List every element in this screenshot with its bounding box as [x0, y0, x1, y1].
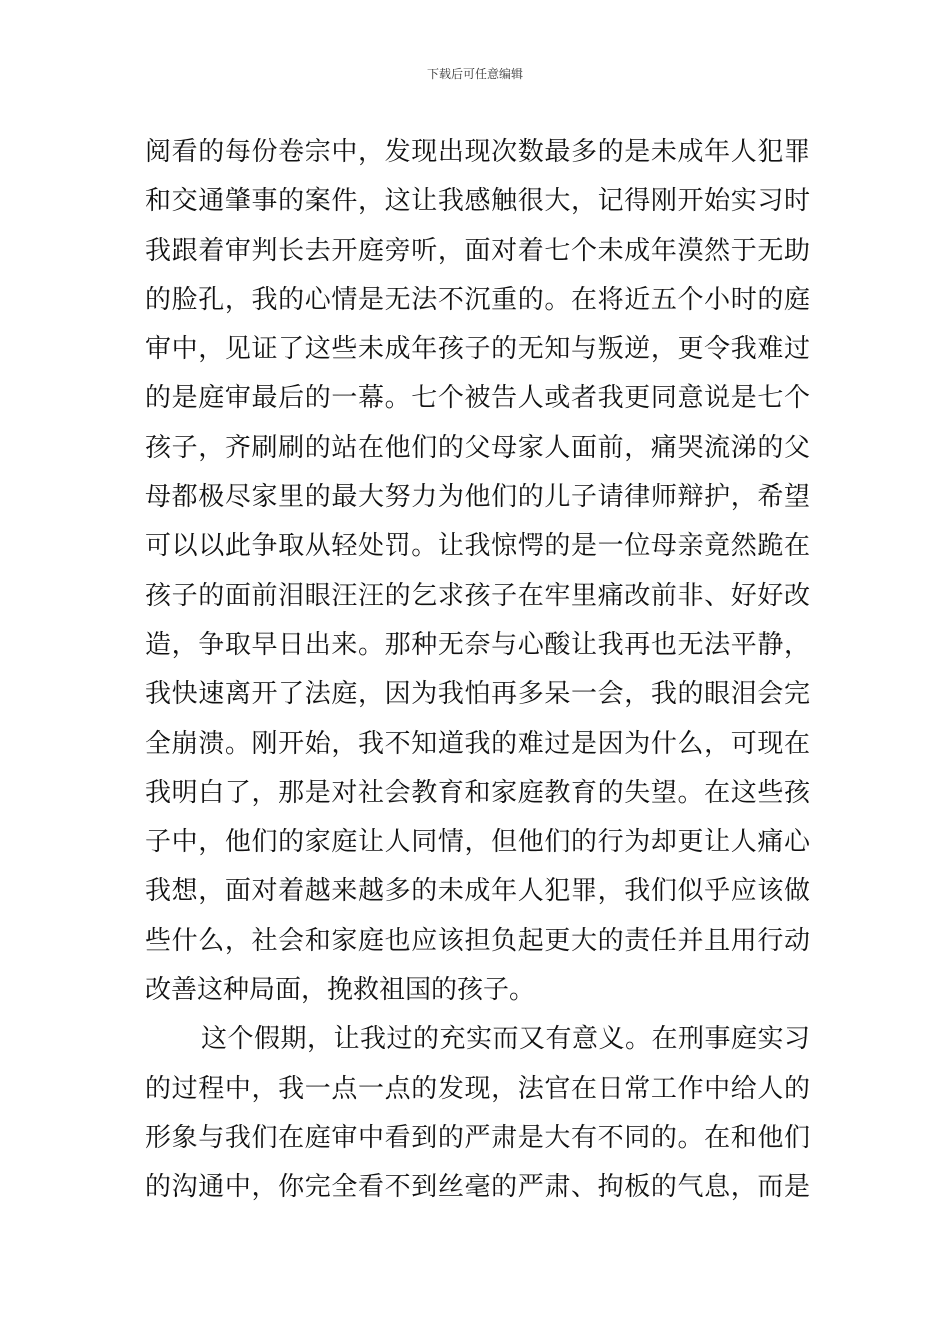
- text-line: 这个假期，让我过的充实而又有意义。在刑事庭实习: [201, 1024, 810, 1055]
- text-line: 改善这种局面，挽救祖国的孩子。: [145, 975, 536, 1006]
- text-line: 的沟通中，你完全看不到丝毫的严肃、拘板的气息，而是: [145, 1172, 810, 1203]
- text-line: 我跟着审判长去开庭旁听，面对着七个未成年漠然于无助: [145, 235, 810, 266]
- document-body: [145, 128, 810, 1213]
- text-line: 形象与我们在庭审中看到的严肃是大有不同的。在和他们: [145, 1122, 810, 1153]
- text-line: 审中，见证了这些未成年孩子的无知与叛逆，更令我难过: [145, 334, 810, 365]
- text-line: 孩子的面前泪眼汪汪的乞求孩子在牢里痛改前非、好好改: [145, 580, 810, 611]
- paragraph-2: [145, 1015, 810, 1212]
- text-line: 我想，面对着越来越多的未成年人犯罪，我们似乎应该做: [145, 876, 810, 907]
- text-line: 子中，他们的家庭让人同情，但他们的行为却更让人痛心: [145, 827, 810, 858]
- paragraph-1: [145, 128, 810, 1015]
- text-line: 全崩溃。刚开始，我不知道我的难过是因为什么，可现在: [145, 728, 810, 759]
- text-line: 我快速离开了法庭，因为我怕再多呆一会，我的眼泪会完: [145, 679, 810, 710]
- text-line: 阅看的每份卷宗中，发现出现次数最多的是未成年人犯罪: [145, 137, 810, 167]
- text-line: 的过程中，我一点一点的发现，法官在日常工作中给人的: [145, 1073, 810, 1104]
- text-line: 我明白了，那是对社会教育和家庭教育的失望。在这些孩: [145, 777, 810, 808]
- text-line: 的脸孔，我的心情是无法不沉重的。在将近五个小时的庭: [145, 284, 810, 315]
- text-line: 和交通肇事的案件，这让我感触很大，记得刚开始实习时: [145, 186, 810, 217]
- text-line: 孩子，齐刷刷的站在他们的父母家人面前，痛哭流涕的父: [145, 432, 810, 463]
- text-line: 些什么，社会和家庭也应该担负起更大的责任并且用行动: [145, 925, 810, 956]
- text-line: 可以以此争取从轻处罚。让我惊愕的是一位母亲竟然跪在: [145, 531, 810, 562]
- text-line: 母都极尽家里的最大努力为他们的儿子请律师辩护，希望: [145, 482, 810, 513]
- text-line: 的是庭审最后的一幕。七个被告人或者我更同意说是七个: [145, 383, 810, 414]
- text-line: 造，争取早日出来。那种无奈与心酸让我再也无法平静，: [145, 629, 810, 660]
- page-header: 下载后可任意编辑: [426, 67, 523, 81]
